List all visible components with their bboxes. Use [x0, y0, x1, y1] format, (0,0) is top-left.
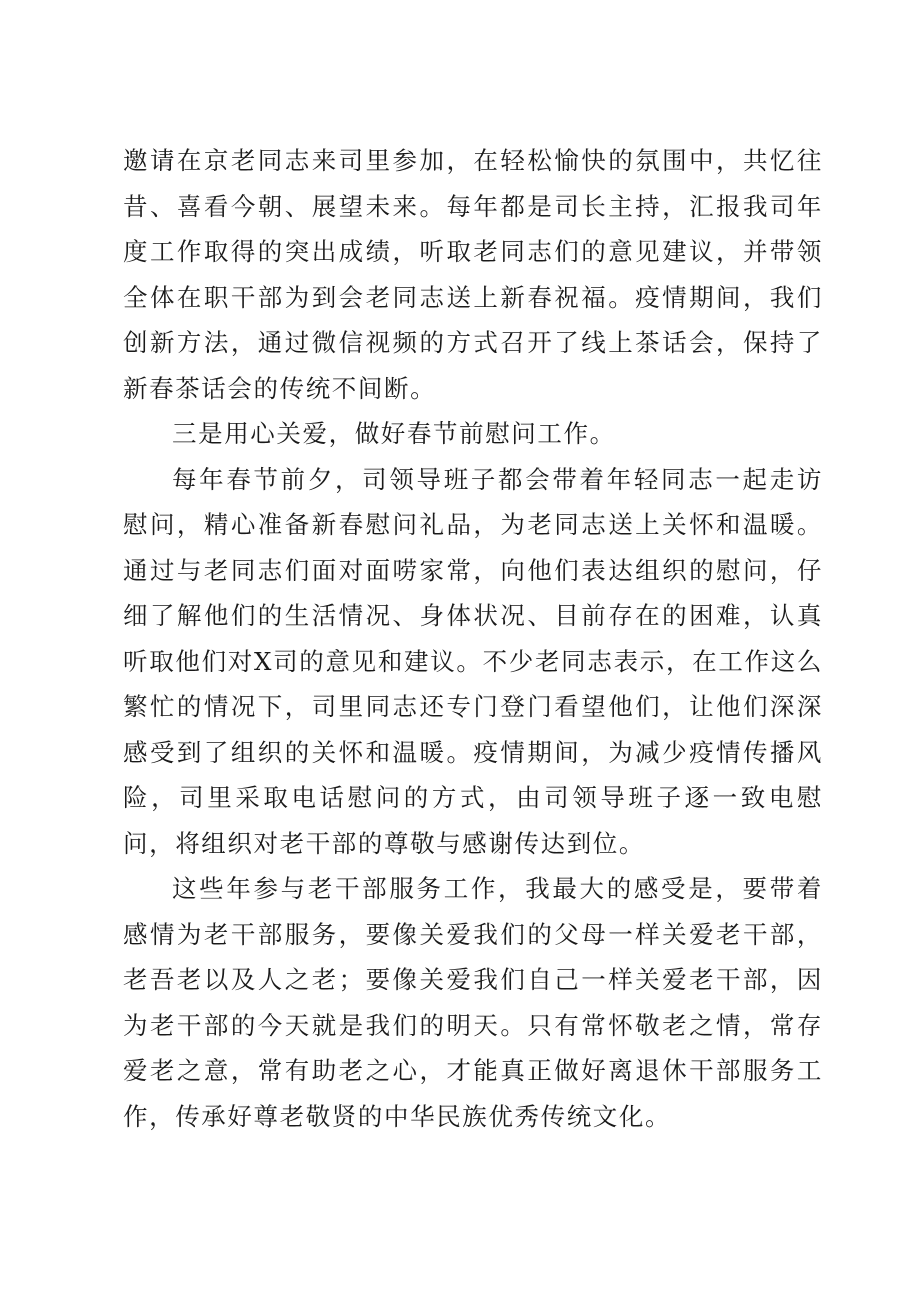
document-body [123, 138, 823, 1139]
paragraph-4: 这些年参与老干部服务工作，我最大的感受是，要带着感情为老干部服务，要像关爱我们的父母一样关爱老干部，老吾老以及人之老；要像关爱我们自己一样关爱老干部，因为老干部的今天就是我们的明天。只有常怀敬老之情，常存爱老之意，常有助老之心，才能真正做好离退休干部服务工作，传承好尊老敬贤的中华民族优秀传统文化。 [123, 874, 823, 1131]
paragraph-1: 邀请在京老同志来司里参加，在轻松愉快的氛围中，共忆往昔、喜看今朝、展望未来。每年都是司长主持，汇报我司年度工作取得的突出成绩，听取老同志们的意见建议，并带领全体在职干部为到会老同志送上新春祝福。疫情期间，我们创新方法，通过微信视频的方式召开了线上茶话会，保持了新春茶话会的传统不间断。 [123, 146, 823, 403]
paragraph-3: 每年春节前夕，司领导班子都会带着年轻同志一起走访慰问，精心准备新春慰问礼品，为老同志送上关怀和温暖。通过与老同志们面对面唠家常，向他们表达组织的慰问，仔细了解他们的生活情况、身体状况、目前存在的困难，认真听取他们对X司的意见和建议。不少老同志表示，在工作这么繁忙的情况下，司里同志还专门登门看望他们，让他们深深感受到了组织的关怀和温暖。疫情期间，为减少疫情传播风险，司里采取电话慰问的方式，由司领导班子逐一致电慰问，将组织对老干部的尊敬与感谢传达到位。 [123, 464, 823, 858]
paragraph-2-heading: 三是用心关爱，做好春节前慰问工作。 [172, 419, 616, 448]
